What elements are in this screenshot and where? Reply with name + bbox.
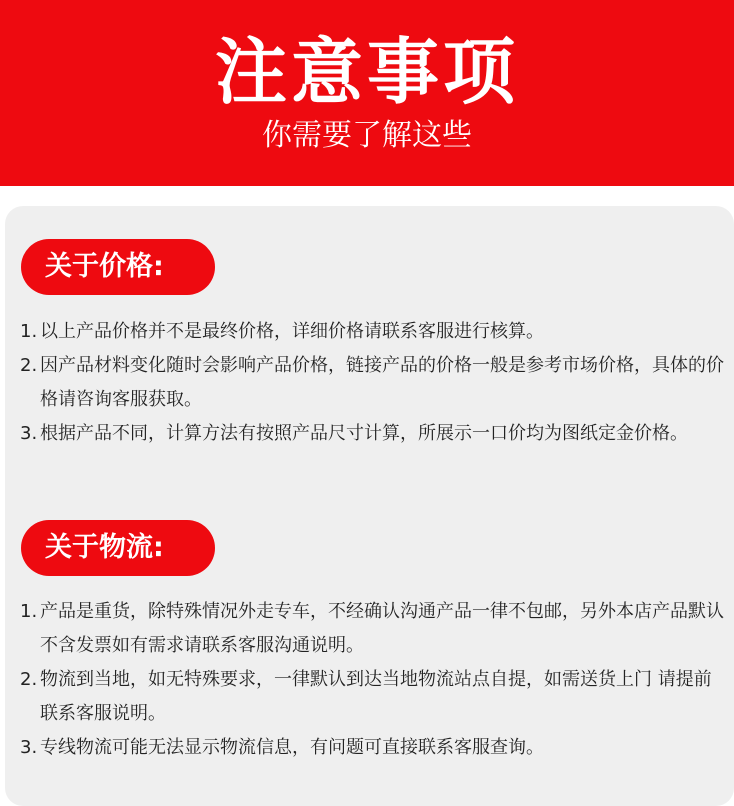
list-item-text: 因产品材料变化随时会影响产品价格，链接产品的价格一般是参考市场价格，具体的价格请咨询客服获取。 — [40, 355, 724, 410]
list-item — [20, 349, 724, 417]
section-heading-price: 关于价格: — [21, 239, 215, 295]
logistics-notes-list — [20, 595, 724, 765]
price-notes-list — [20, 315, 724, 451]
list-item-number: 1. — [20, 601, 38, 622]
list-item-text: 以上产品价格并不是最终价格，详细价格请联系客服进行核算。 — [40, 321, 544, 342]
list-item-number: 3. — [20, 737, 38, 758]
list-item-text: 专线物流可能无法显示物流信息，有问题可直接联系客服查询。 — [40, 737, 544, 758]
list-item — [20, 595, 724, 663]
list-item-text: 根据产品不同，计算方法有按照产品尺寸计算，所展示一口价均为图纸定金价格。 — [40, 423, 688, 444]
page-title: 注意事项 — [214, 30, 519, 114]
list-item-number: 1. — [20, 321, 38, 342]
list-item-text: 产品是重货，除特殊情况外走专车，不经确认沟通产品一律不包邮，另外本店产品默认不含发票如有需求请联系客服沟通说明。 — [40, 601, 724, 656]
list-item — [20, 315, 724, 349]
list-item — [20, 417, 724, 451]
list-item — [20, 731, 724, 765]
list-item-number: 2. — [20, 355, 38, 376]
header-banner — [0, 0, 734, 186]
page-subtitle: 你需要了解这些 — [262, 118, 472, 153]
list-item-number: 2. — [20, 669, 38, 690]
list-item-number: 3. — [20, 423, 38, 444]
list-item-text: 物流到当地，如无特殊要求，一律默认到达当地物流站点自提，如需送货上门 请提前联系客服说明。 — [40, 669, 712, 724]
section-heading-logistics: 关于物流: — [21, 520, 215, 576]
list-item — [20, 663, 724, 731]
